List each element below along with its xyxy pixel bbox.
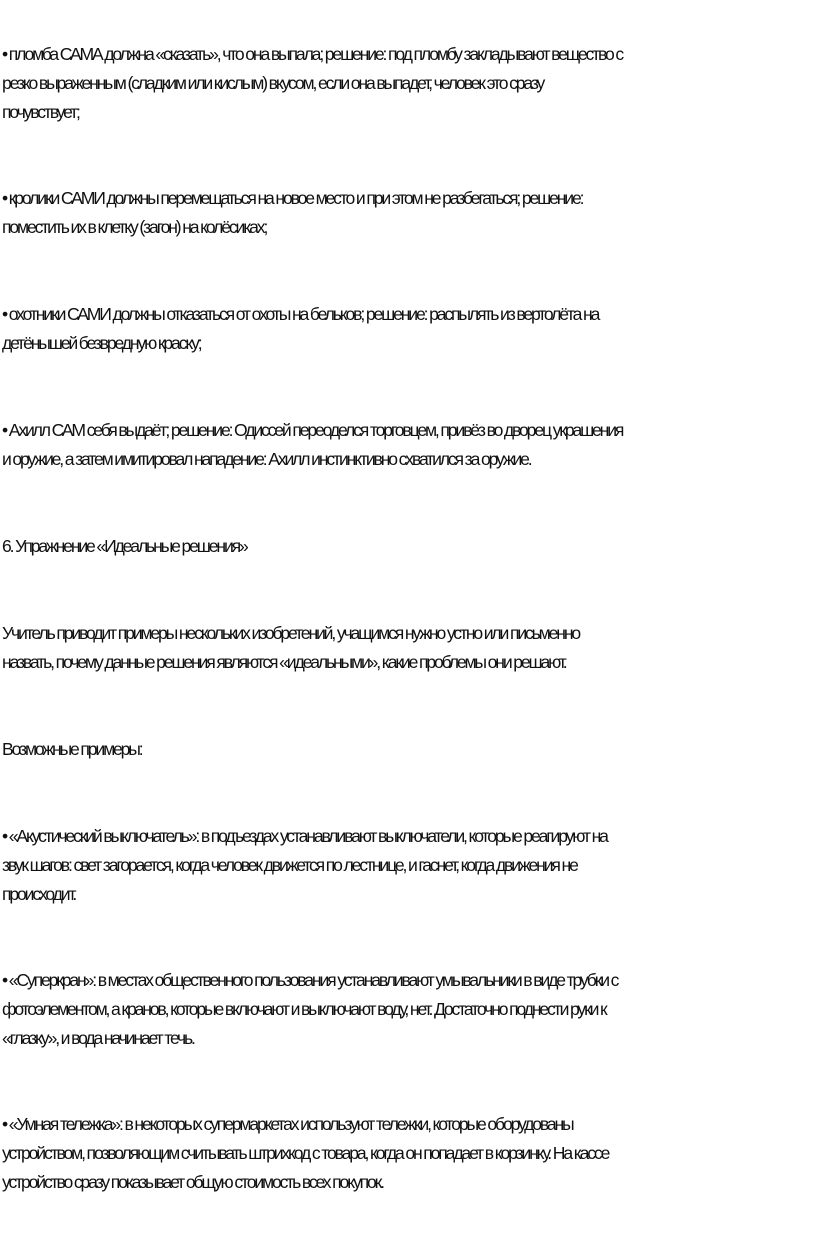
paragraph-bullet-achilles (2, 416, 816, 474)
text-line: детёнышей безвредную краску; (2, 332, 201, 353)
text-line: почувствует; (2, 101, 79, 122)
paragraph-bullet-smart-cart (2, 1110, 816, 1196)
text-line: • кролики САМИ должны перемещаться на новое место и при этом не разбегаться; решение: (2, 188, 583, 208)
text-line: • пломба САМА должна «сказать», что она выпала; решение: под пломбу закладывают вещество с (2, 44, 623, 64)
text-line: • «Умная тележка»: в некоторых супермаркетах используют тележки, которые оборудованы (2, 1114, 573, 1134)
text-line: • «Акустический выключатель»: в подъездах устанавливают выключатели, которые реагируют на (2, 826, 607, 846)
section-heading (2, 532, 816, 561)
paragraph-bullet-acoustic-switch (2, 822, 816, 908)
text-line: и оружие, а затем имитировал нападение: Ахилл инстинктивно схватился за оружие. (2, 448, 531, 469)
examples-label (2, 735, 816, 764)
text-line: фотоэлементом, а кранов, которые включают и выключают воду, нет. Достаточно поднести руки к (2, 998, 606, 1019)
text-line: резко выраженным (сладким или кислым) вкусом, если она выпадет, человек это сразу (2, 72, 544, 93)
text-line: назвать, почему данные решения являются «идеальными», какие проблемы они решают. (2, 651, 566, 672)
text-line: устройство сразу показывает общую стоимость всех покупок. (2, 1171, 383, 1192)
heading-line: 6. Упражнение «Идеальные решения» (2, 536, 247, 556)
text-line: «глазку», и вода начинает течь. (2, 1027, 194, 1048)
paragraph-teacher-instruction (2, 619, 816, 677)
text-line: • Ахилл САМ себя выдаёт; решение: Одиссей переоделся торговцем, привёз во дворец украшения (2, 420, 623, 440)
text-line: устройством, позволяющим считывать штрихкод с товара, когда он попадает в корзинку. На кассе (2, 1142, 609, 1163)
text-line: • «Суперкран»: в местах общественного пользования устанавливают умывальники в виде трубки с (2, 970, 618, 990)
text-line: происходит. (2, 883, 76, 904)
text-line: • охотники САМИ должны отказаться от охоты на бельков; решение: распылять из вертолёта на (2, 304, 599, 324)
text-line: Возможные примеры: (2, 739, 142, 759)
paragraph-bullet-rabbits (2, 184, 816, 242)
paragraph-bullet-filling (2, 40, 816, 126)
text-line: Учитель приводит примеры нескольких изобретений, учащимся нужно устно или письменно (2, 623, 580, 643)
paragraph-bullet-hunters (2, 300, 816, 358)
text-line: поместить их в клетку (загон) на колёсиках; (2, 216, 267, 237)
paragraph-bullet-supertap (2, 966, 816, 1052)
text-line: звук шагов: свет загорается, когда человек движется по лестнице, и гаснет, когда движения не (2, 854, 577, 875)
